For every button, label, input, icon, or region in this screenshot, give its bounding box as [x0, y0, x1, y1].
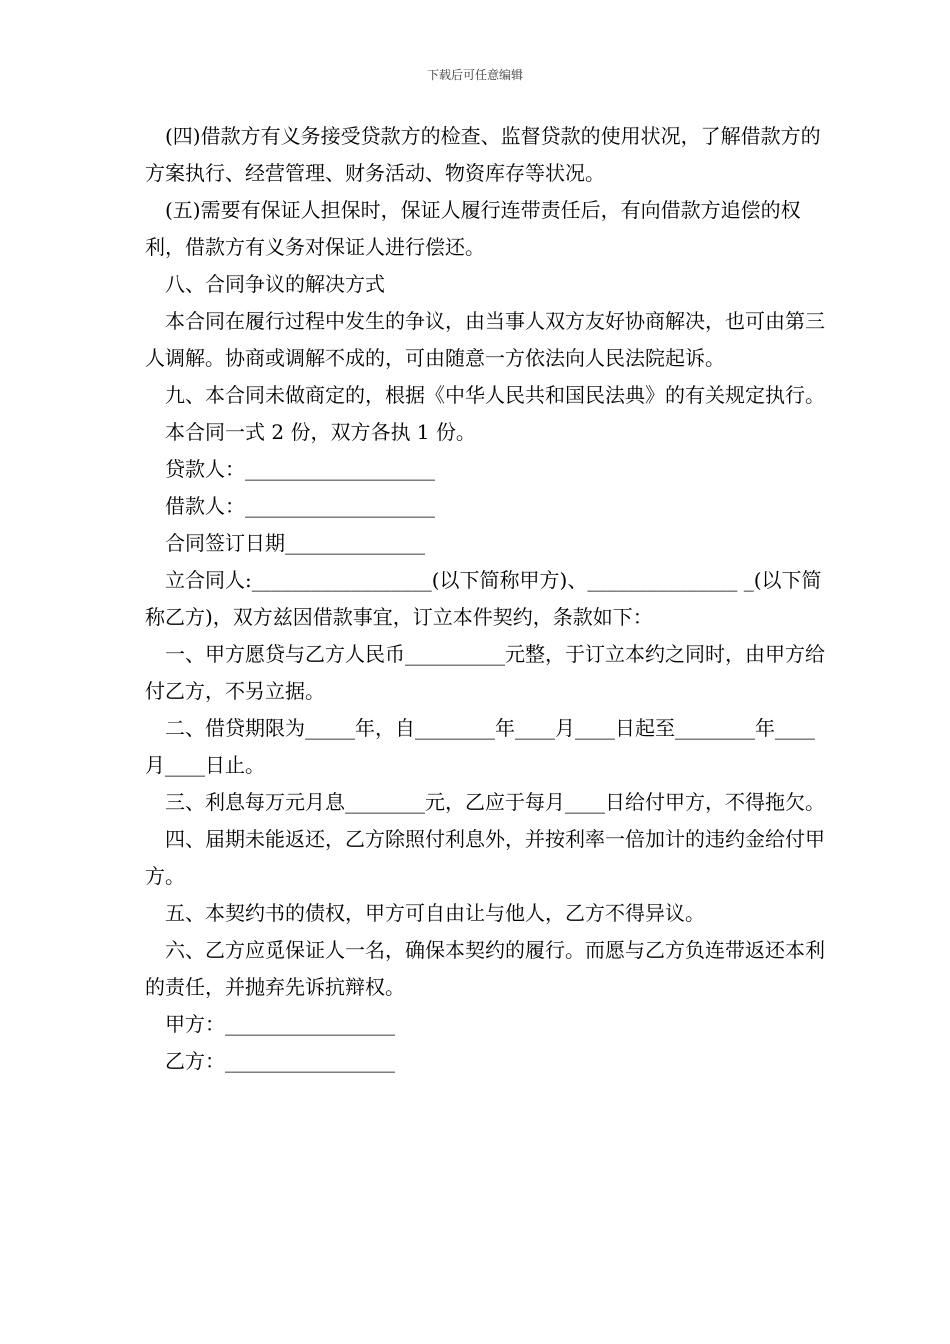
article-6-guarantor: 六、乙方应觅保证人一名，确保本契约的履行。而愿与乙方负连带返还本利的责任，并抛弃先诉抗辩权。	[145, 938, 825, 999]
clause-5-guarantor: (五)需要有保证人担保时，保证人履行连带责任后，有向借款方追偿的权利，借款方有义务对保证人进行偿还。	[145, 198, 801, 259]
signing-date-line: 合同签订日期______________	[165, 531, 425, 555]
party-a-signature-line: 甲方：_________________	[165, 1012, 395, 1036]
article-3-interest: 三、利息每万元月息________元，乙应于每月____日给付甲方，不得拖欠。	[165, 790, 825, 814]
copies-text: 本合同一式 2 份，双方各执 1 份。	[165, 420, 476, 444]
lender-signature-line: 贷款人：___________________	[165, 457, 435, 481]
dispute-resolution-text: 本合同在履行过程中发生的争议，由当事人双方友好协商解决，也可由第三人调解。协商或调解不成的，可由随意一方依法向人民法院起诉。	[145, 309, 825, 370]
borrower-signature-line: 借款人：___________________	[165, 494, 435, 518]
page-header: 下载后可任意编辑	[426, 68, 523, 82]
article-5-assignment: 五、本契约书的债权，甲方可自由让与他人，乙方不得异议。	[165, 901, 705, 925]
article-1-loan-amount: 一、甲方愿贷与乙方人民币__________元整，于订立本约之同时，由甲方给付乙方，不另立据。	[145, 642, 825, 703]
party-b-signature-line: 乙方：_________________	[165, 1049, 395, 1073]
contract-parties-intro: 立合同人:__________________(以下简称甲方)、_______________ _(以下简称乙方)，双方兹因借款事宜，订立本件契约，条款如下：	[145, 568, 822, 629]
document-body	[145, 118, 825, 1080]
section-9-text: 九、本合同未做商定的，根据《中华人民共和国民法典》的有关规定执行。	[165, 383, 825, 407]
clause-4-inspection: (四)借款方有义务接受贷款方的检查、监督贷款的使用状况，了解借款方的方案执行、经营管理、财务活动、物资库存等状况。	[145, 124, 821, 185]
article-2-loan-period: 二、借贷期限为_____年，自________年____月____日起至________年____月____日止。	[145, 716, 815, 777]
article-4-penalty: 四、届期未能返还，乙方除照付利息外，并按利率一倍加计的违约金给付甲方。	[145, 827, 825, 888]
section-8-heading: 八、合同争议的解决方式	[165, 272, 385, 296]
